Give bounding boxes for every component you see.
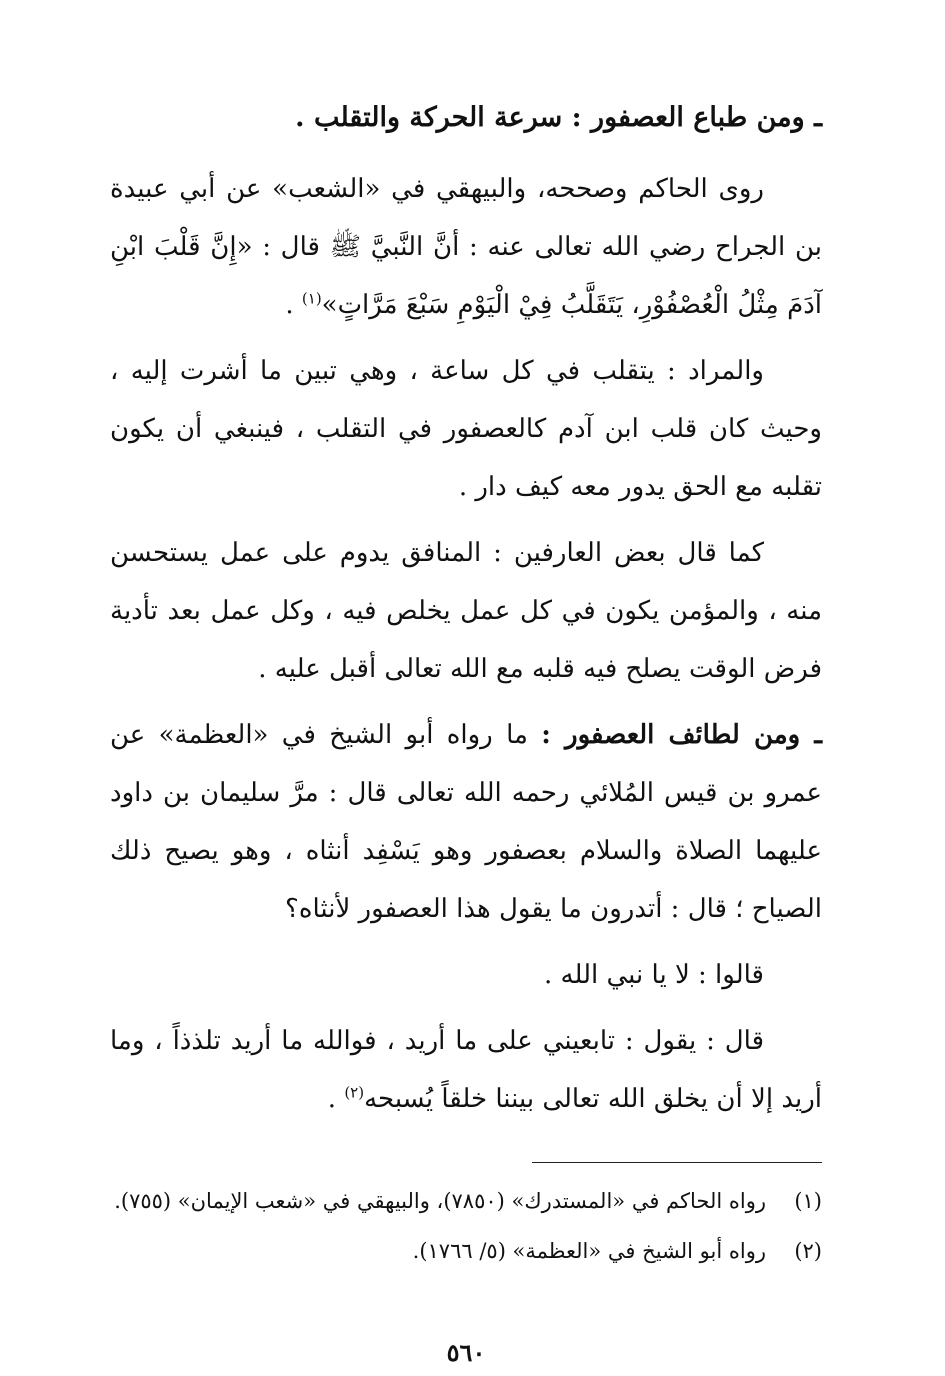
- paragraph-answer-end: .: [327, 1084, 345, 1114]
- footnote-1-text: رواه الحاكم في «المستدرك» (٧٨٥٠)، والبيهقي في «شعب الإيمان» (٧٥٥).: [114, 1189, 766, 1213]
- footnote-2-number: (٢): [794, 1239, 822, 1263]
- page-content: [110, 90, 822, 1367]
- paragraph-sulaiman-lead: ـ ومن لطائف العصفور :: [541, 720, 822, 750]
- paragraph-explanation: والمراد : يتقلب في كل ساعة ، وهي تبين ما أشرت إليه ، وحيث كان قلب ابن آدم كالعصفور في التقلب ، فينبغي أن يكون تقلبه مع الحق يدور معه كيف دار .: [110, 356, 822, 502]
- footnote-2: [110, 1229, 822, 1273]
- paragraph-hadith-text: روى الحاكم وصححه، والبيهقي في «الشعب» عن أبي عبيدة بن الجراح رضي الله تعالى عنه : أنَّ النَّبيَّ ﷺ قال : «إِنَّ قَلْبَ ابْنِ آدَمَ مِثْلُ الْعُصْفُوْرِ، يَتَقَلَّبُ فِيْ الْيَوْمِ سَبْعَ مَرَّاتٍ»: [110, 174, 822, 320]
- section-heading: ـ ومن طباع العصفور : سرعة الحركة والتقلب .: [295, 102, 822, 133]
- footnote-1-number: (١): [794, 1189, 822, 1213]
- paragraph-arifin-quote: كما قال بعض العارفين : المنافق يدوم على عمل يستحسن منه ، والمؤمن يكون في كل عمل يخلص فيه ، وكل عمل بعد تأدية فرض الوقت يصلح فيه قلبه مع الله تعالى أقبل عليه .: [110, 538, 822, 684]
- paragraph-answer: [110, 1012, 822, 1128]
- footnote-1: [110, 1179, 822, 1223]
- page-number: ٥٦٠: [446, 1338, 486, 1367]
- paragraph-hadith: [110, 160, 822, 334]
- paragraph-answer-text: قال : يقول : تابعيني على ما أريد ، فوالله ما أريد تلذذاً ، وما أريد إلا أن يخلق الله تعالى بيننا خلقاً يُسبحه: [110, 1026, 822, 1114]
- paragraph-sulaiman-text: ما رواه أبو الشيخ في «العظمة» عن عمرو بن قيس المُلائي رحمه الله تعالى قال : مرَّ سليمان بن داود عليهما الصلاة والسلام بعصفور وهو يَسْفِد أنثاه ، وهو يصيح ذلك الصياح ؛ قال : أتدرون ما يقول هذا العصفور لأنثاه؟: [110, 720, 822, 924]
- paragraph-reply: قالوا : لا يا نبي الله .: [544, 960, 764, 990]
- footnote-divider: [532, 1162, 822, 1163]
- footnote-2-text: رواه أبو الشيخ في «العظمة» (٥/ ١٧٦٦).: [412, 1239, 766, 1263]
- paragraph-sulaiman-story: [110, 706, 822, 938]
- footnote-ref-2[interactable]: (٢): [344, 1083, 365, 1102]
- paragraph-hadith-end: .: [285, 290, 302, 320]
- footnote-ref-1[interactable]: (١): [301, 289, 322, 308]
